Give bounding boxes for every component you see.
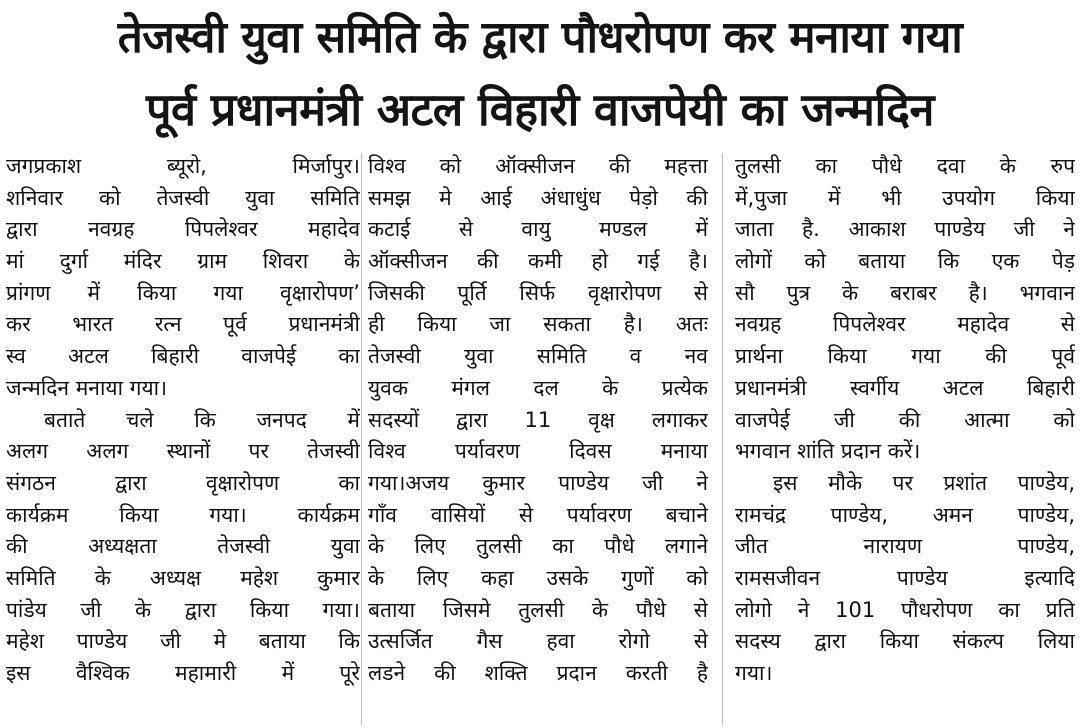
article-text-line: लोगों को बताया कि एक पेड़	[735, 249, 1075, 274]
article-text-line: उत्सर्जित गैस हवा रोगो से	[368, 629, 708, 654]
article-columns	[0, 151, 1080, 728]
article-text-line: कटाई से वायु मण्डल में	[368, 217, 708, 242]
article-text-line: स्व अटल बिहारी वाजपेई का	[6, 344, 360, 369]
article-text-line: सदस्यों द्वारा 11 वृक्ष लगाकर	[368, 407, 708, 432]
article-text-line: नवग्रह पिपलेश्वर महादेव से	[735, 312, 1075, 337]
article-text-line: गया।	[735, 661, 773, 685]
article-text-line: लडने की शक्ति प्रदान करती है	[368, 661, 708, 685]
article-text-line: बताया जिसमे तुलसी के पौधे से	[368, 597, 708, 622]
article-text-line: में,पुजा में भी उपयोग किया	[735, 185, 1075, 210]
article-text-line: समझ मे आई अंधाधुंध पेड़ो की	[368, 185, 708, 210]
article-text-line: पांडेय जी के द्वारा किया गया।	[6, 597, 360, 622]
article-text-line: के लिए कहा उसके गुणों को	[368, 565, 708, 590]
article-text-line: मां दुर्गा मंदिर ग्राम शिवरा के	[6, 249, 360, 274]
article-text-line: भगवान शांति प्रदान करें।	[735, 439, 921, 464]
article-text-line: गाँव वासियों से पर्यावरण बचाने	[368, 502, 708, 527]
article-text-line: समिति के अध्यक्ष महेश कुमार	[6, 565, 360, 590]
article-text-line: रामसजीवन पाण्डेय इत्यादि	[735, 565, 1075, 590]
headline-line-2: पूर्व प्रधानमंत्री अटल विहारी वाजपेयी का जन्मदिन	[146, 83, 934, 136]
column-divider	[722, 153, 723, 725]
article-text-line: विश्व को ऑक्सीजन की महत्ता	[368, 154, 708, 178]
article-text-line: ही किया जा सकता है। अतः	[368, 312, 708, 337]
article-text-line: इस मौके पर प्रशांत पाण्डेय,	[773, 470, 1075, 495]
article-text-line: जिसकी पूर्ति सिर्फ वृक्षारोपण से	[368, 280, 708, 305]
article-text-line: संगठन द्वारा वृक्षारोपण का	[6, 470, 360, 495]
article-text-line: जाता है. आकाश पाण्डेय जी ने	[735, 217, 1075, 242]
article-text-line: जन्मदिन मनाया गया।	[6, 375, 168, 400]
article-column-2	[368, 151, 708, 690]
article-text-line: तेजस्वी युवा समिति व नव	[368, 344, 708, 369]
article-column-1	[6, 151, 360, 690]
column-divider	[361, 153, 362, 725]
article-text-line: द्वारा नवग्रह पिपलेश्वर महादेव	[6, 217, 360, 242]
article-text-line: कर भारत रत्न पूर्व प्रधानमंत्री	[6, 312, 360, 337]
article-text-line: लोगो ने 101 पौधरोपण का प्रति	[735, 597, 1075, 622]
article-text-line: सदस्य द्वारा किया संकल्प लिया	[735, 629, 1075, 654]
article-text-line: तुलसी का पौधे दवा के रुप	[735, 154, 1075, 178]
article-column-3	[735, 151, 1075, 690]
article-text-line: प्रधानमंत्री स्वर्गीय अटल बिहारी	[735, 375, 1075, 400]
article-text-line: युवक मंगल दल के प्रत्येक	[368, 375, 708, 400]
article-text-line: गया।अजय कुमार पाण्डेय जी ने	[368, 470, 708, 495]
headline-line-1: तेजस्वी युवा समिति के द्वारा पौधरोपण कर मनाया गया	[117, 12, 963, 63]
article-text-line: महेश पाण्डेय जी मे बताया कि	[6, 629, 360, 654]
article-text-line: रामचंद्र पाण्डेय, अमन पाण्डेय,	[735, 502, 1075, 527]
article-text-line: विश्व पर्यावरण दिवस मनाया	[368, 439, 708, 464]
article-text-line: शनिवार को तेजस्वी युवा समिति	[6, 185, 360, 210]
article-text-line: वाजपेई जी की आत्मा को	[735, 407, 1075, 432]
article-text-line: प्रार्थना किया गया की पूर्व	[735, 344, 1075, 369]
article-text-line: ऑक्सीजन की कमी हो गई है।	[368, 249, 708, 274]
article-text-line: अलग अलग स्थानों पर तेजस्वी	[6, 439, 360, 464]
article-text-line: की अध्यक्षता तेजस्वी युवा	[6, 534, 360, 559]
article-text-line: प्रांगण में किया गया वृक्षारोपण’	[6, 280, 360, 305]
article-text-line: जगप्रकाश ब्यूरो, मिर्जापुर।	[6, 154, 360, 178]
article-text-line: इस वैश्विक महामारी में पूरे	[6, 661, 360, 685]
article-text-line: बताते चले कि जनपद में	[44, 407, 360, 432]
article-text-line: कार्यक्रम किया गया। कार्यक्रम	[6, 502, 360, 527]
article-text-line: के लिए तुलसी का पौधे लगाने	[368, 534, 708, 559]
article-text-line: जीत नारायण पाण्डेय,	[735, 534, 1075, 559]
article-text-line: सौ पुत्र के बराबर है। भगवान	[735, 280, 1075, 305]
